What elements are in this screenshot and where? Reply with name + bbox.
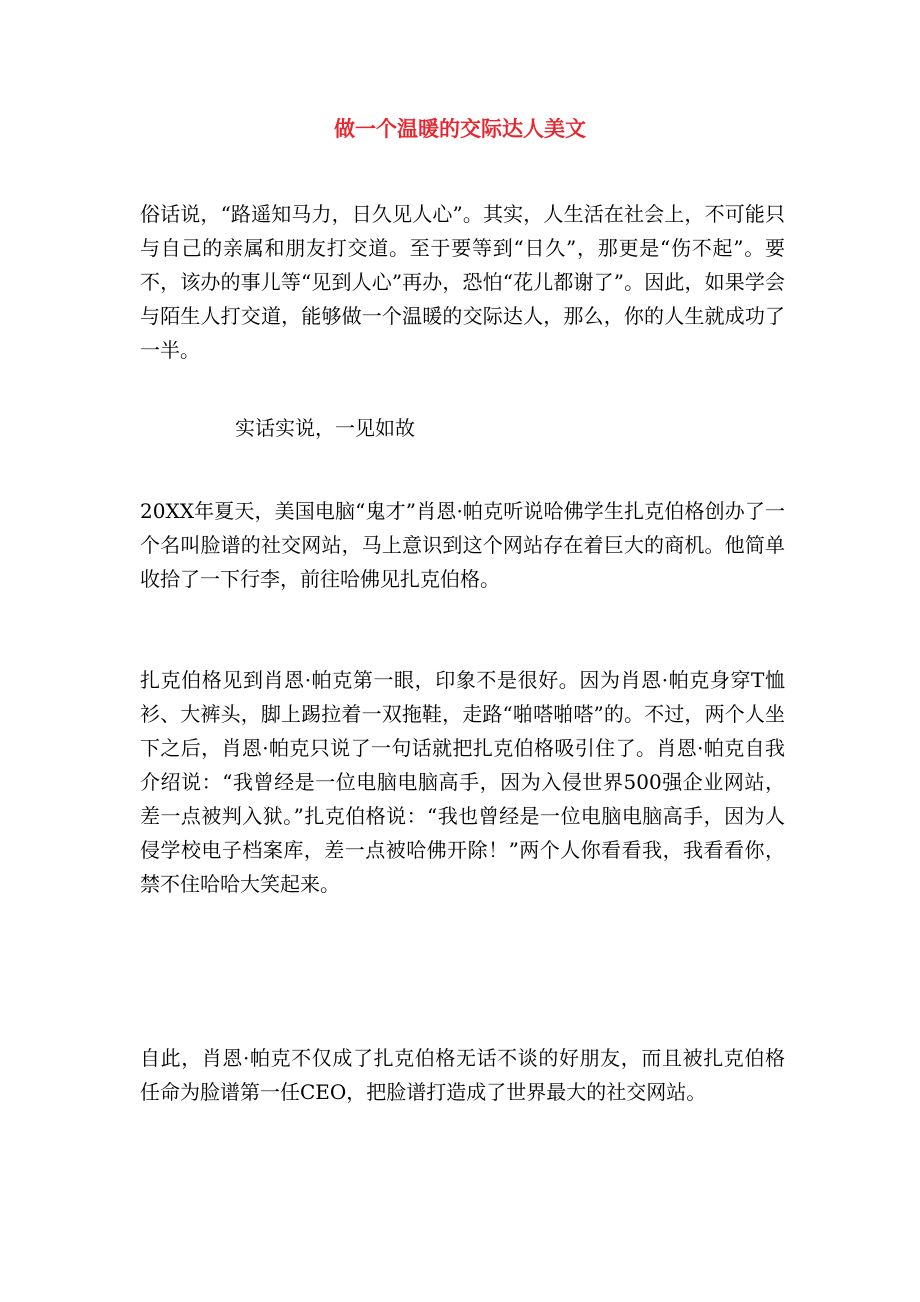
section-subheading: 实话实说，一见如故 bbox=[235, 416, 415, 440]
paragraph-story-start: 20XX年夏天，美国电脑“鬼才”肖恩·帕克听说哈佛学生扎克伯格创办了一个名叫脸谱的社交网站，马上意识到这个网站存在着巨大的商机。他简单收拾了一下行李，前往哈佛见扎克伯格。 bbox=[140, 499, 785, 591]
paragraph-intro: 俗话说，“路遥知马力，日久见人心”。其实，人生活在社会上，不可能只与自己的亲属和朋友打交道。至于要等到“日久”，那更是“伤不起”。要不，该办的事儿等“见到人心”再办，恐怕“花儿都谢了”。因此，如果学会与陌生人打交道，能够做一个温暖的交际达人，那么，你的人生就成功了一半。 bbox=[140, 202, 785, 362]
paragraph-conclusion: 自此，肖恩·帕克不仅成了扎克伯格无话不谈的好朋友，而且被扎克伯格任命为脸谱第一任CEO，把脸谱打造成了世界最大的社交网站。 bbox=[140, 1046, 785, 1104]
document-title: 做一个温暖的交际达人美文 bbox=[334, 116, 586, 141]
paragraph-meeting: 扎克伯格见到肖恩·帕克第一眼，印象不是很好。因为肖恩·帕克身穿T恤衫、大裤头，脚上踢拉着一双拖鞋，走路“啪嗒啪嗒”的。不过，两个人坐下之后，肖恩·帕克只说了一句话就把扎克伯格吸引住了。肖恩·帕克自我介绍说：“我曾经是一位电脑电脑高手，因为入侵世界500强企业网站，差一点被判入狱。”扎克伯格说：“我也曾经是一位电脑电脑高手，因为人侵学校电子档案库，差一点被哈佛开除！”两个人你看看我，我看看你，禁不住哈哈大笑起来。 bbox=[140, 668, 785, 896]
